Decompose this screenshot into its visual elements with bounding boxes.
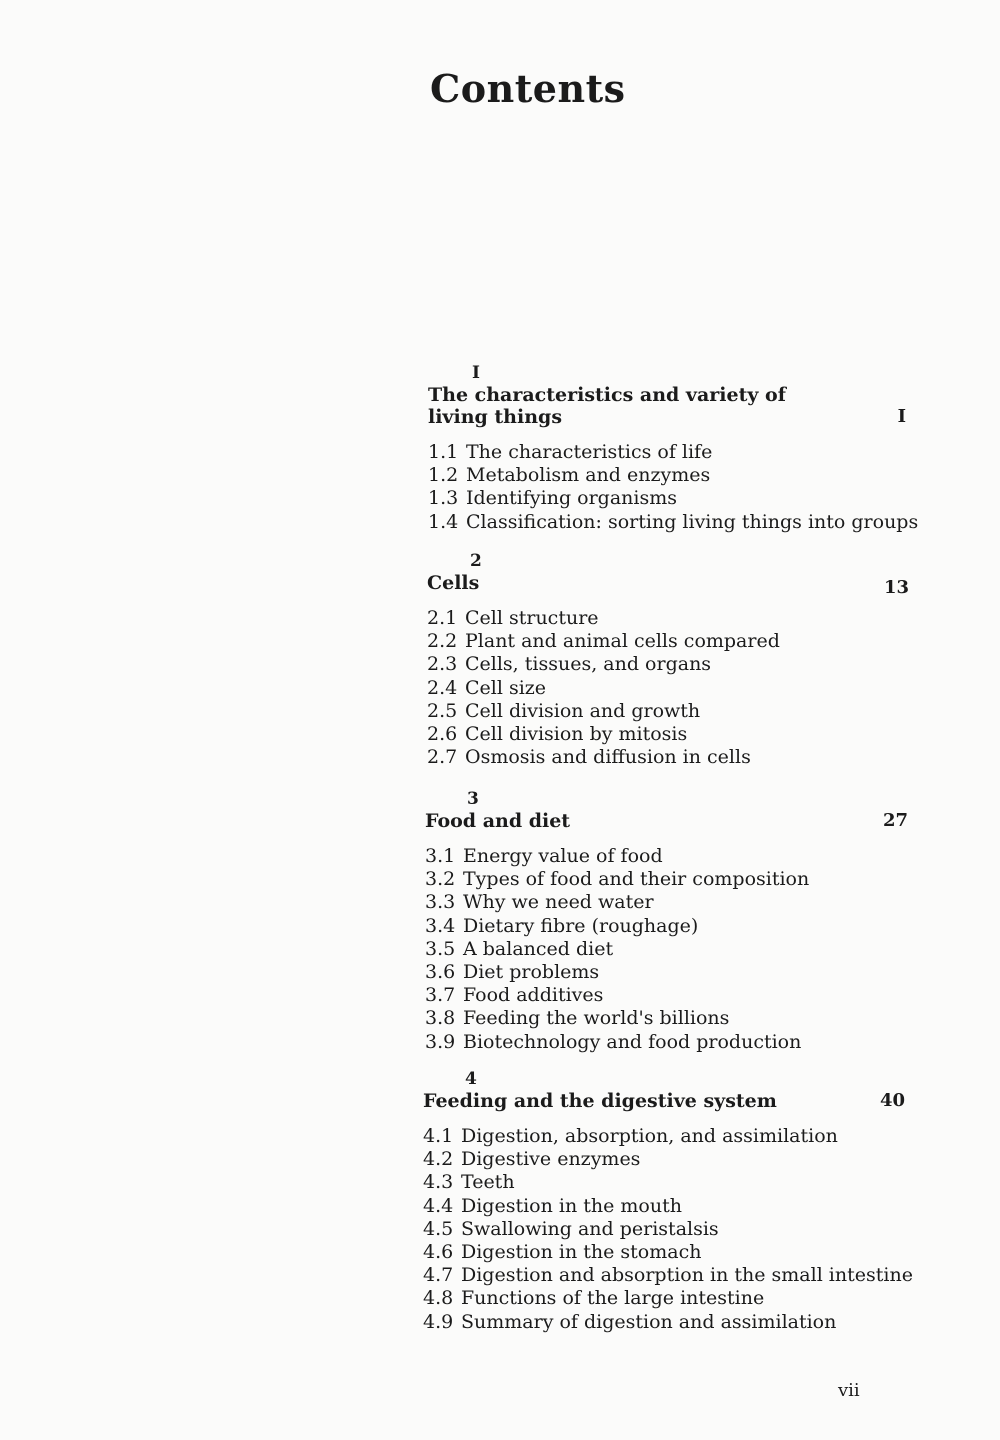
section-item <box>425 891 908 914</box>
section-item <box>423 1125 905 1148</box>
section-number: 3.5 <box>425 937 456 960</box>
section-title: Biotechnology and food production <box>463 1030 802 1053</box>
chapter-1 <box>428 362 919 534</box>
chapter-page-number: 27 <box>882 810 908 831</box>
chapter-title: The characteristics and variety of living things <box>428 384 786 428</box>
chapter-4 <box>423 1068 913 1334</box>
chapter-heading <box>428 384 910 428</box>
section-item <box>428 464 910 487</box>
section-number: 4.3 <box>423 1171 454 1194</box>
section-number: 3.6 <box>425 961 456 984</box>
section-list <box>425 845 908 1054</box>
section-number: 4.2 <box>423 1148 454 1171</box>
page-title: Contents <box>430 66 626 111</box>
section-title: Digestion in the mouth <box>461 1194 682 1217</box>
chapter-number: 4 <box>465 1069 477 1089</box>
section-list <box>427 607 909 769</box>
section-number: 3.1 <box>425 845 456 867</box>
section-item <box>427 653 909 676</box>
section-title: A balanced diet <box>463 937 614 960</box>
chapter-page-number: I <box>897 406 906 427</box>
section-number: 1.2 <box>428 464 459 487</box>
section-title: Cell size <box>465 676 547 699</box>
chapter-title: Food and diet <box>425 810 571 832</box>
section-number: 3.8 <box>425 1007 456 1030</box>
section-title: Identifying organisms <box>466 487 677 510</box>
section-title: Teeth <box>461 1171 515 1194</box>
section-title: Food additives <box>463 984 604 1007</box>
section-item <box>427 723 909 746</box>
section-number: 3.9 <box>425 1030 456 1053</box>
section-title: Plant and animal cells compared <box>465 630 780 653</box>
section-title: Digestion and absorption in the small intestine <box>461 1264 913 1287</box>
chapter-title: Feeding and the digestive system <box>423 1090 777 1112</box>
section-item <box>423 1287 905 1310</box>
section-number: 2.7 <box>427 746 458 769</box>
chapter-heading <box>427 572 909 598</box>
section-item <box>425 915 908 938</box>
section-title: Functions of the large intestine <box>461 1287 765 1310</box>
section-title: Dietary fibre (roughage) <box>463 914 699 937</box>
section-title: Swallowing and peristalsis <box>461 1217 719 1240</box>
section-number: 3.7 <box>425 984 456 1007</box>
section-item <box>428 510 919 534</box>
section-number: 4.7 <box>423 1264 454 1287</box>
section-title: Cell division and growth <box>465 699 701 722</box>
section-item <box>423 1311 905 1334</box>
chapter-3 <box>425 788 908 1054</box>
section-number: 3.3 <box>425 891 456 914</box>
section-number: 2.5 <box>427 699 458 722</box>
section-title: Osmosis and diffusion in cells <box>465 746 751 769</box>
section-item <box>425 868 908 891</box>
section-title: Diet problems <box>463 961 600 984</box>
section-number: 4.4 <box>423 1194 454 1217</box>
section-item <box>427 700 909 723</box>
section-title: Digestion, absorption, and assimilation <box>461 1125 838 1147</box>
section-item <box>423 1218 905 1241</box>
section-item <box>425 1007 908 1030</box>
chapter-number: 2 <box>470 551 482 571</box>
section-title: Energy value of food <box>463 845 663 867</box>
section-title: Metabolism and enzymes <box>466 464 711 487</box>
section-item <box>423 1148 905 1171</box>
chapter-heading <box>423 1090 905 1112</box>
section-number: 4.1 <box>423 1125 454 1147</box>
section-number: 2.2 <box>427 630 458 653</box>
section-title: Types of food and their composition <box>463 868 810 891</box>
section-item <box>423 1195 905 1218</box>
section-item <box>427 677 909 700</box>
section-item <box>425 984 908 1007</box>
section-title: Cell division by mitosis <box>465 723 688 746</box>
section-number: 4.6 <box>423 1241 454 1264</box>
page-folio: vii <box>838 1380 860 1401</box>
section-item <box>423 1171 905 1194</box>
section-item <box>427 607 909 630</box>
chapter-page-number: 13 <box>883 577 909 598</box>
section-number: 1.4 <box>428 510 459 533</box>
section-item <box>428 487 910 510</box>
section-item <box>423 1241 905 1264</box>
section-item <box>425 961 908 984</box>
section-number: 2.3 <box>427 653 458 676</box>
section-title: Digestive enzymes <box>461 1148 641 1171</box>
section-item <box>425 845 908 868</box>
section-item <box>427 630 909 653</box>
section-number: 4.9 <box>423 1310 454 1333</box>
section-title: Why we need water <box>463 891 654 914</box>
section-title: The characteristics of life <box>466 441 713 463</box>
section-number: 3.4 <box>425 914 456 937</box>
section-title: Summary of digestion and assimilation <box>461 1310 837 1333</box>
section-item <box>425 938 908 961</box>
section-number: 3.2 <box>425 868 456 891</box>
chapter-number: I <box>472 363 480 383</box>
section-list <box>423 1125 913 1334</box>
section-title: Feeding the world's billions <box>463 1007 730 1030</box>
section-number: 2.1 <box>427 607 458 629</box>
section-number: 1.3 <box>428 487 459 510</box>
section-number: 4.8 <box>423 1287 454 1310</box>
chapter-2 <box>427 550 909 769</box>
section-item <box>423 1264 913 1287</box>
section-number: 2.6 <box>427 723 458 746</box>
section-number: 2.4 <box>427 676 458 699</box>
section-title: Cells, tissues, and organs <box>465 653 712 676</box>
section-item <box>428 441 910 464</box>
chapter-number: 3 <box>467 789 479 809</box>
section-item <box>427 746 909 769</box>
section-title: Digestion in the stomach <box>461 1241 702 1264</box>
section-list <box>428 441 919 534</box>
section-title: Classification: sorting living things into groups <box>466 510 919 533</box>
section-title: Cell structure <box>465 607 599 629</box>
chapter-title: Cells <box>427 572 480 594</box>
section-item <box>425 1031 908 1054</box>
chapter-page-number: 40 <box>879 1090 905 1111</box>
chapter-heading <box>425 810 908 832</box>
section-number: 1.1 <box>428 441 459 463</box>
section-number: 4.5 <box>423 1217 454 1240</box>
